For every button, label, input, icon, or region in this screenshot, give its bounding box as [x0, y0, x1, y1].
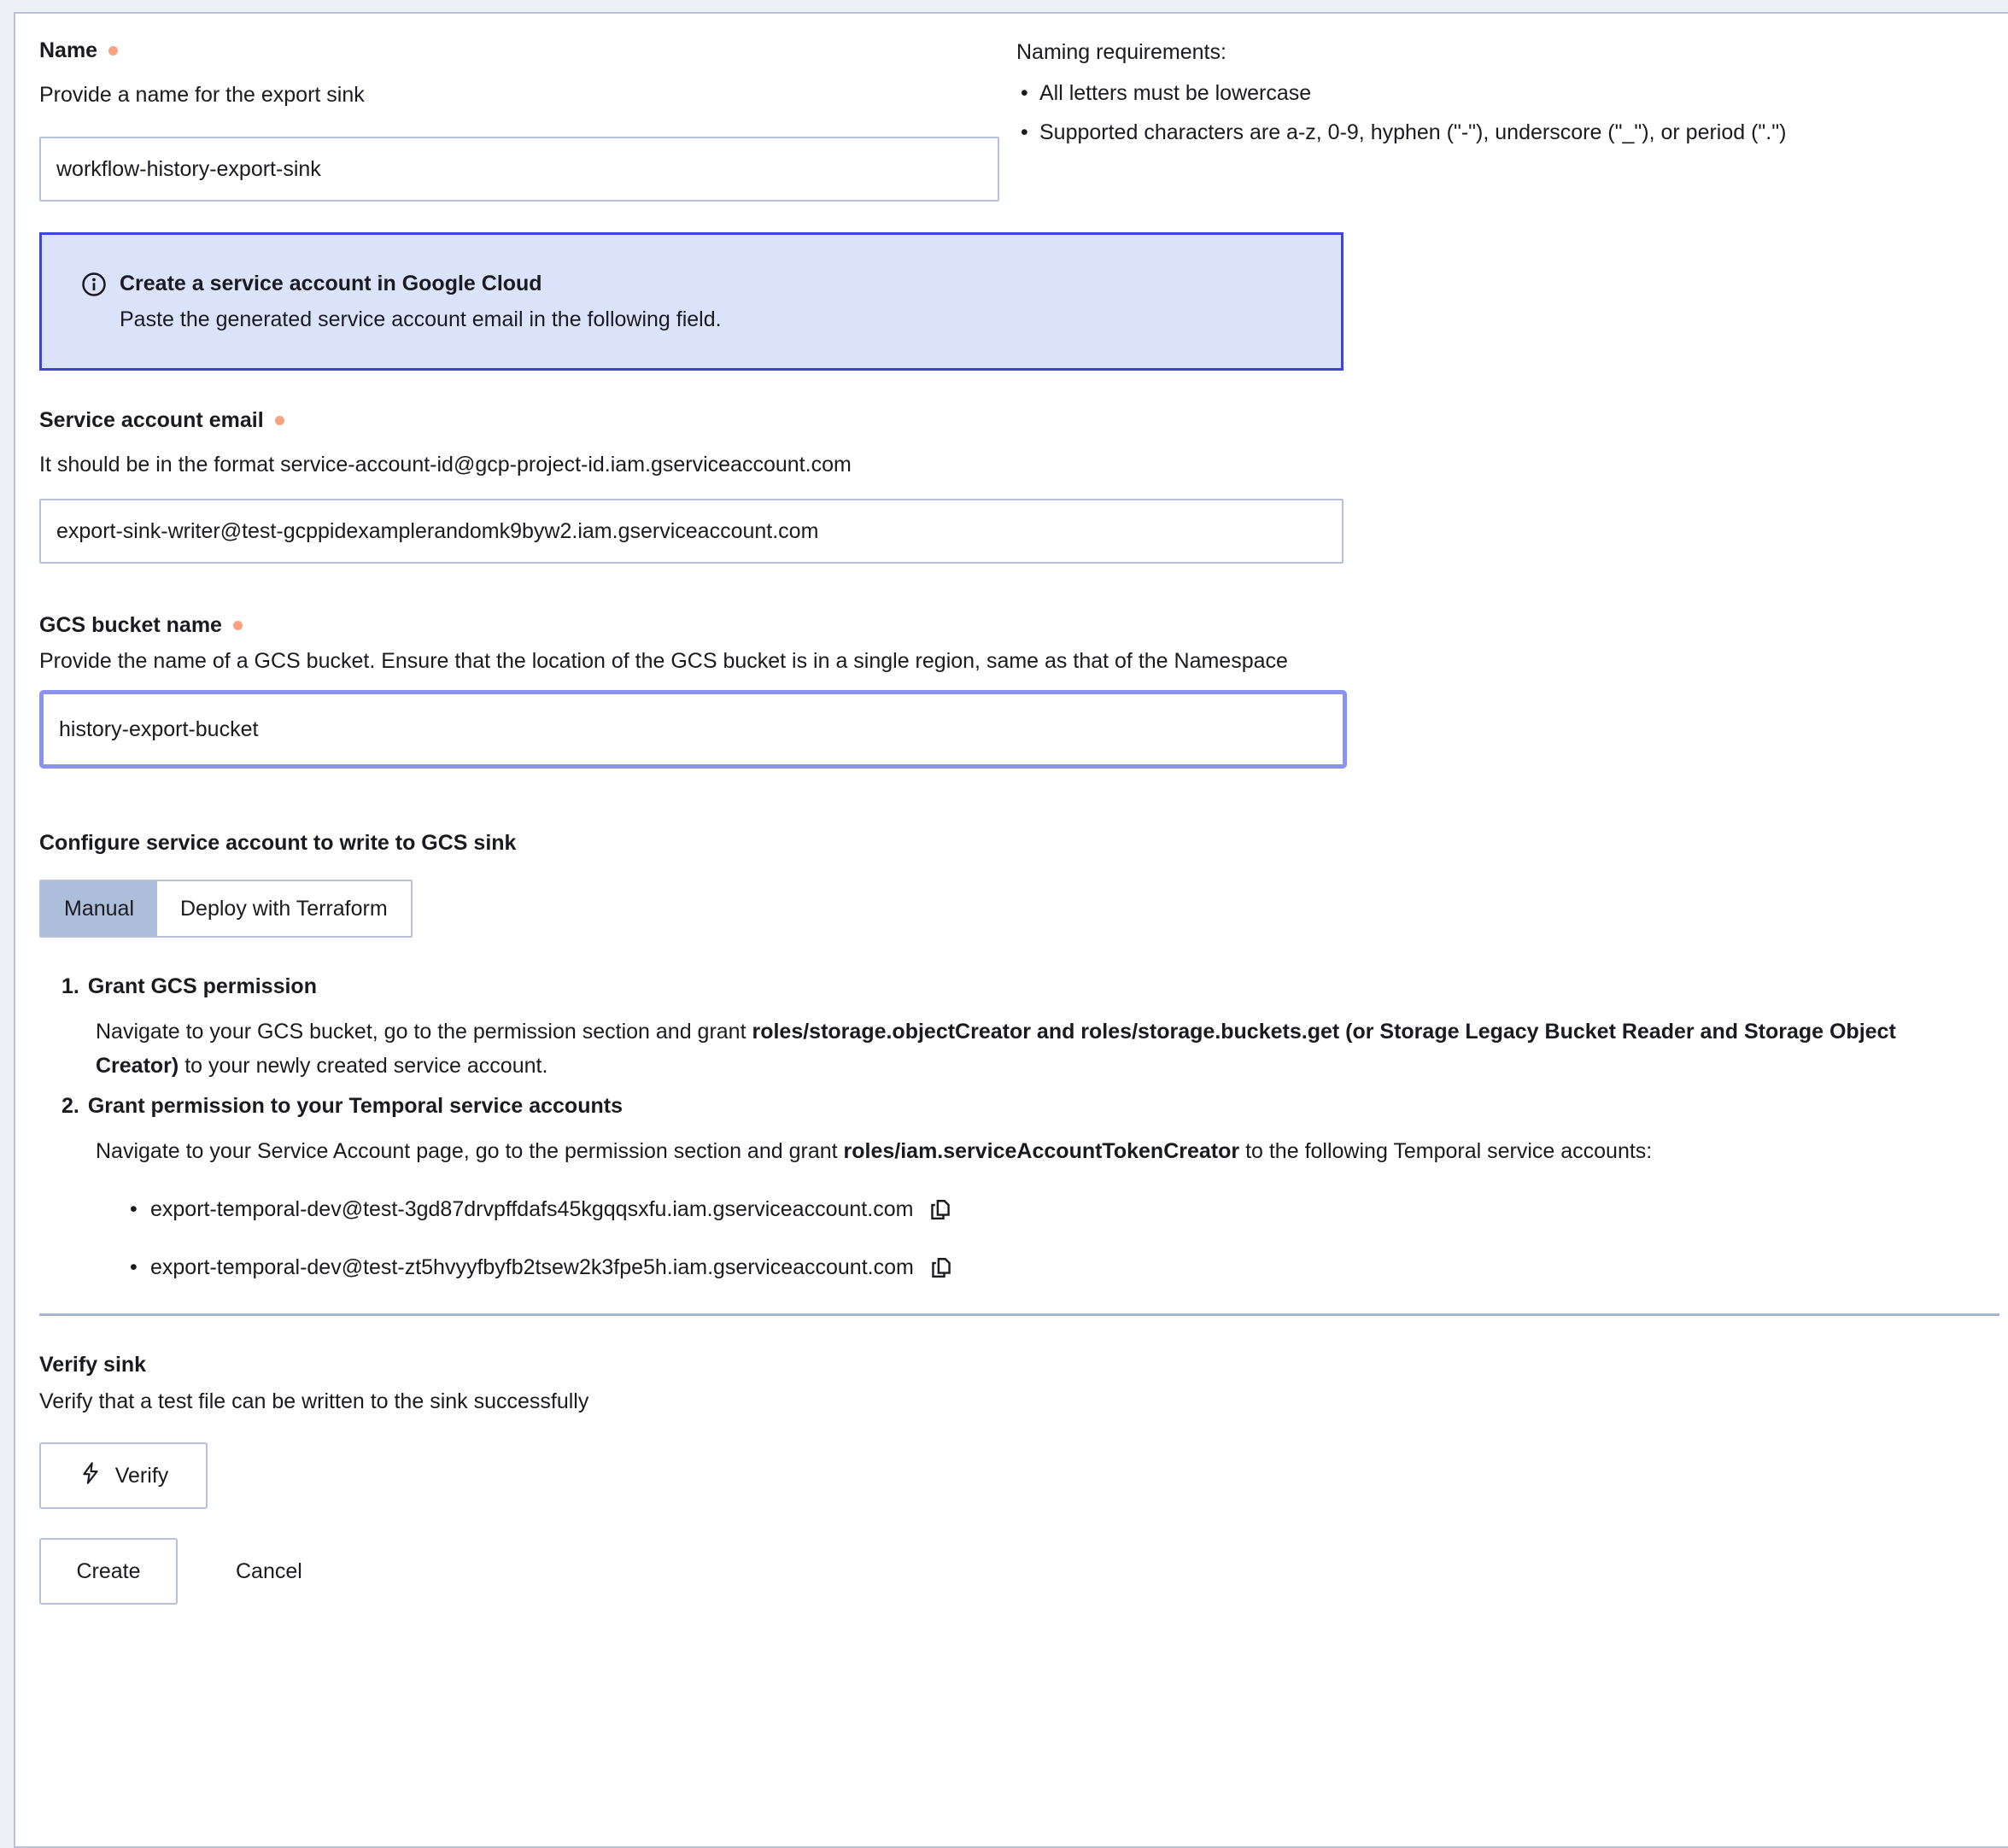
configure-tabs [39, 880, 413, 938]
verify-button-label: Verify [114, 1463, 169, 1488]
export-sink-form-panel [14, 12, 2008, 1848]
step-grant-temporal-permission [39, 1093, 2008, 1284]
info-banner-text [120, 271, 722, 332]
step-title [39, 974, 2008, 999]
copy-icon[interactable] [928, 1196, 953, 1223]
service-account-description: It should be in the format service-account-id@gcp-project-id.iam.gserviceaccount.com [39, 453, 852, 477]
step-title [39, 1093, 2008, 1119]
step-body-text: Navigate to your GCS bucket, go to the permission section and grant [96, 1020, 752, 1044]
verify-sink-heading: Verify sink [39, 1353, 147, 1377]
verify-sink-description: Verify that a test file can be written to the sink successfully [39, 1389, 589, 1413]
temporal-accounts-list [125, 1192, 2008, 1284]
naming-requirements [1016, 38, 2008, 144]
bucket-name-input[interactable] [39, 690, 1347, 769]
service-account-label-row [39, 408, 2008, 432]
naming-requirements-title: Naming requirements: [1016, 40, 1226, 64]
step-number: 2. [61, 1094, 79, 1118]
step-grant-gcs-permission [39, 974, 2008, 1083]
step-body-text: to your newly created service account. [179, 1054, 548, 1078]
required-dot-icon [233, 621, 243, 630]
required-dot-icon [275, 416, 284, 425]
service-account-label: Service account email [39, 408, 264, 432]
step-title-text: Grant GCS permission [87, 974, 317, 998]
step-body-bold: roles/storage.objectCreator and roles/storage.buckets.get (or Storage Legacy Bucket Reader and Storage Object Creator) [96, 1020, 1896, 1078]
bucket-label: GCS bucket name [39, 613, 222, 637]
step-body-bold: roles/iam.serviceAccountTokenCreator [843, 1139, 1240, 1163]
section-divider [39, 1313, 1999, 1316]
name-input[interactable] [39, 137, 999, 202]
copy-icon[interactable] [929, 1254, 954, 1281]
bucket-label-row [39, 613, 2008, 637]
step-body-text: Navigate to your Service Account page, go to the permission section and grant [96, 1139, 844, 1163]
tab-manual[interactable]: Manual [41, 881, 157, 936]
form-actions [39, 1538, 2008, 1605]
step-body [96, 1134, 1966, 1168]
info-circle-icon [81, 272, 107, 303]
lightning-bolt-icon [79, 1461, 102, 1491]
service-account-email-input[interactable] [39, 499, 1344, 564]
step-body [96, 1015, 1966, 1083]
name-label-row [39, 38, 999, 62]
name-field-group [39, 38, 999, 202]
service-account-info-banner [39, 232, 1344, 371]
tab-deploy-with-terraform[interactable]: Deploy with Terraform [157, 881, 411, 936]
temporal-account-email: • export-temporal-dev@test-zt5hvyyfbyfb2tsew2k3fpe5h.iam.gserviceaccount.com [150, 1255, 914, 1279]
configure-section-heading: Configure service account to write to GCS sink [39, 831, 517, 855]
temporal-account-row [125, 1192, 2008, 1226]
info-banner-body: Paste the generated service account email in the following field. [120, 307, 722, 331]
name-row [39, 38, 2008, 202]
naming-requirements-list [1016, 81, 2008, 144]
naming-requirement-item: • All letters must be lowercase [1016, 81, 2008, 105]
cancel-button[interactable]: Cancel [236, 1538, 302, 1605]
info-banner-title: Create a service account in Google Cloud [120, 272, 542, 295]
name-description: Provide a name for the export sink [39, 83, 365, 107]
verify-button[interactable] [39, 1442, 208, 1509]
step-title-text: Grant permission to your Temporal service accounts [87, 1094, 623, 1118]
temporal-account-email: • export-temporal-dev@test-3gd87drvpffdafs45kgqqsxfu.iam.gserviceaccount.com [150, 1197, 914, 1221]
bucket-description: Provide the name of a GCS bucket. Ensure that the location of the GCS bucket is in a single region, same as that of the Namespace [39, 649, 1288, 673]
naming-requirement-item: • Supported characters are a-z, 0-9, hyphen ("-"), underscore ("_"), or period (".") [1016, 120, 2008, 144]
step-body-text: to the following Temporal service accounts: [1239, 1139, 1653, 1163]
name-label: Name [39, 38, 98, 62]
service-account-field-group [39, 408, 2008, 564]
manual-steps [39, 974, 2008, 1284]
step-number: 1. [61, 974, 79, 998]
temporal-account-row [125, 1250, 2008, 1284]
create-button[interactable]: Create [39, 1538, 178, 1605]
required-dot-icon [108, 46, 118, 56]
bucket-field-group [39, 613, 2008, 769]
